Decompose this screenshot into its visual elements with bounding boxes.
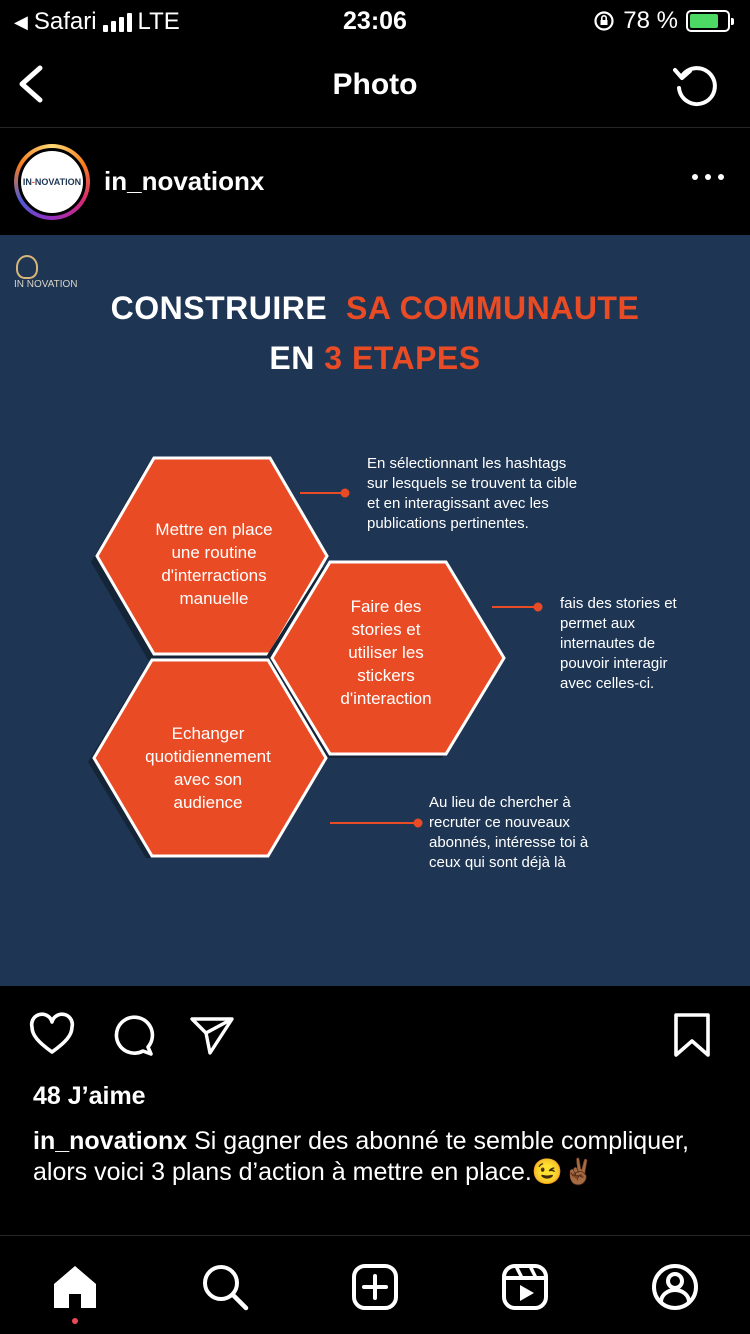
status-bar bbox=[0, 0, 750, 40]
headline-part-1: CONSTRUIRE bbox=[110, 290, 328, 326]
rotation-lock-icon bbox=[593, 10, 615, 32]
avatar[interactable] bbox=[14, 144, 90, 220]
status-network: LTE bbox=[137, 8, 180, 35]
post-image[interactable] bbox=[0, 235, 750, 986]
search-icon[interactable] bbox=[200, 1262, 250, 1312]
share-paper-plane-icon[interactable] bbox=[188, 1011, 236, 1059]
brand-watermark-text: IN NOVATION bbox=[14, 279, 78, 290]
reels-icon[interactable] bbox=[500, 1262, 550, 1312]
avatar-logo: IN - NOVATION bbox=[18, 148, 86, 216]
headline-part-4: 3 ETAPES bbox=[324, 340, 481, 376]
headline-part-2: SA COMMUNAUTE bbox=[346, 290, 640, 326]
battery-icon bbox=[686, 10, 730, 32]
refresh-icon[interactable] bbox=[670, 60, 720, 110]
comment-icon[interactable] bbox=[108, 1011, 156, 1059]
note-3: Au lieu de chercher à recruter ce nouveaux abonnés, intéresse toi à ceux qui sont déjà là bbox=[429, 794, 589, 871]
status-right bbox=[593, 7, 730, 35]
likes-count[interactable]: 48 J’aime bbox=[33, 1082, 146, 1110]
avatar-logo-text-b: NOVATION bbox=[34, 177, 82, 187]
status-time: 23:06 bbox=[343, 7, 407, 35]
home-icon[interactable] bbox=[50, 1262, 100, 1312]
back-to-app-arrow-icon[interactable]: ◀ bbox=[14, 11, 28, 32]
like-heart-icon[interactable] bbox=[28, 1011, 76, 1059]
avatar-logo-text-a: IN bbox=[22, 177, 32, 187]
top-navigation bbox=[0, 42, 750, 128]
note-2: fais des stories et permet aux internautes de pouvoir interagir avec celles-ci. bbox=[560, 595, 677, 692]
battery-percent: 78 % bbox=[623, 7, 678, 34]
profile-icon[interactable] bbox=[650, 1262, 700, 1312]
notification-dot bbox=[72, 1318, 78, 1324]
status-carrier[interactable]: Safari bbox=[33, 8, 97, 35]
save-bookmark-icon[interactable] bbox=[668, 1011, 716, 1059]
post-caption bbox=[33, 1126, 723, 1188]
bottom-tab-bar bbox=[0, 1235, 750, 1334]
caption-username[interactable]: in_novationx bbox=[33, 1127, 188, 1155]
more-options-icon[interactable] bbox=[692, 174, 724, 180]
note-1: En sélectionnant les hashtags sur lesquels se trouvent ta cible et en interagissant avec les publications pertinentes. bbox=[367, 455, 578, 532]
new-post-icon[interactable] bbox=[350, 1262, 400, 1312]
post-username[interactable]: in_novationx bbox=[104, 166, 265, 196]
headline-part-3: EN bbox=[269, 340, 315, 376]
step-2-text: Faire des stories et utiliser les stickers d'interaction bbox=[340, 597, 432, 708]
page-title: Photo bbox=[332, 68, 418, 101]
post-actions bbox=[0, 1005, 750, 1065]
step-3-text: Echanger quotidiennement avec son audience bbox=[145, 724, 271, 812]
step-1-text: Mettre en place une routine d'interractions manuelle bbox=[155, 520, 273, 608]
post-header bbox=[0, 130, 750, 234]
caption-text: Si gagner des abonné te semble compliquer, alors voici 3 plans d’action à mettre en place.😉✌🏾 bbox=[33, 1127, 689, 1186]
